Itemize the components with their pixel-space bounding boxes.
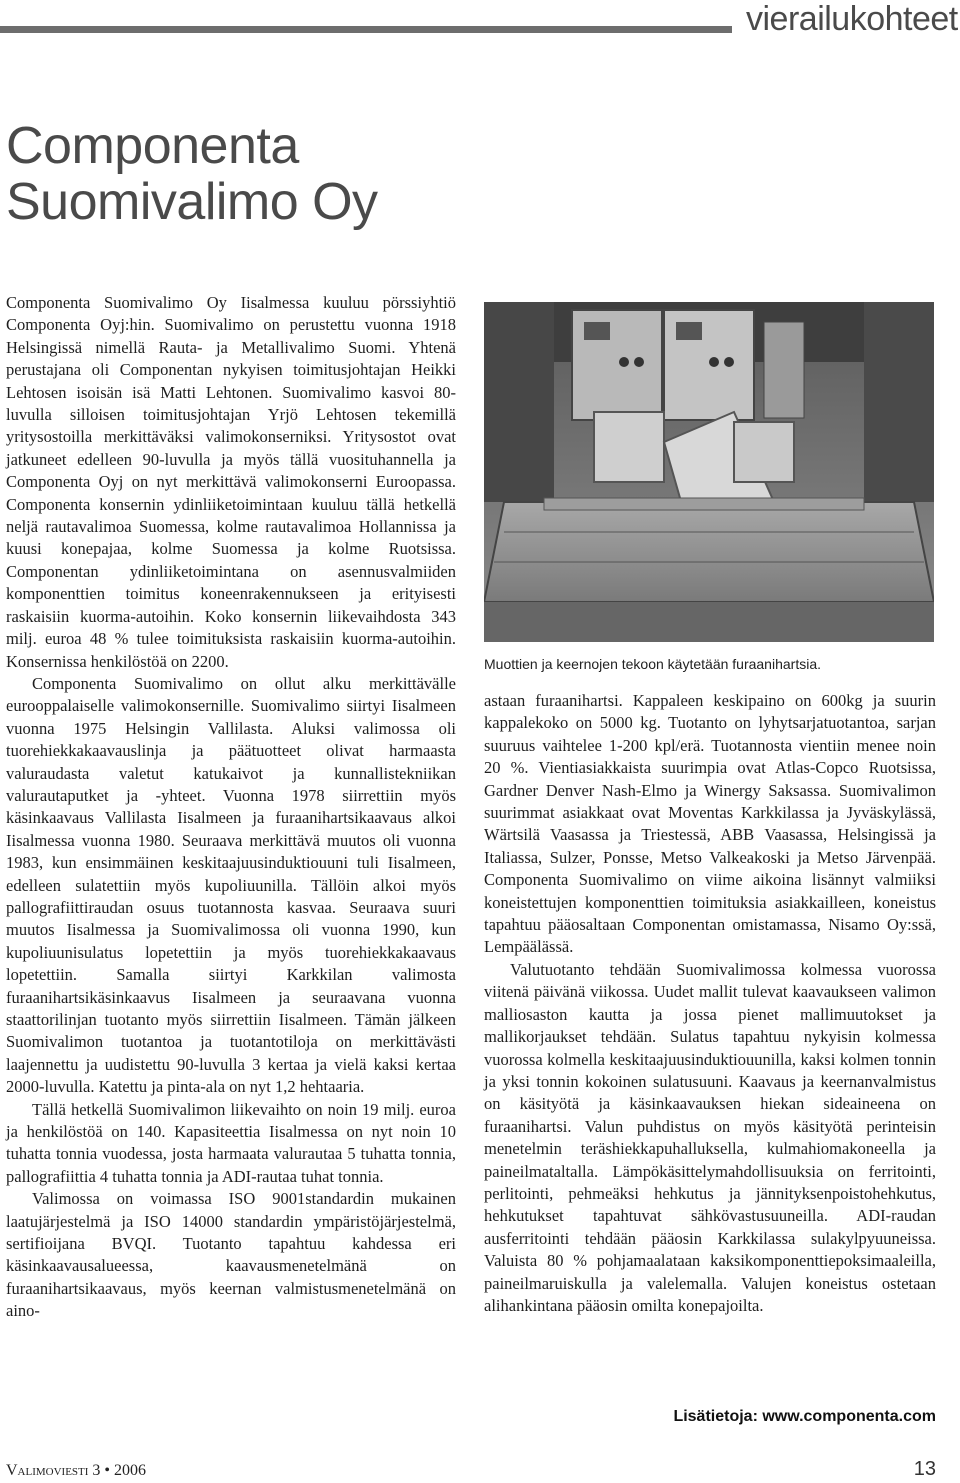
paragraph: Valimossa on voimassa ISO 9001standardin mukainen laatujärjestelmä ja ISO 14000 standardin ympäristöjärjestelmä, sertifioijana BVQI. Tuotanto tapahtuu kahdessa eri käsinkaavausalueessa, kaavausmenetelmänä on furaanihartsikaavaus, myös keernan valmistusmenetelmänä on aino-	[6, 1189, 456, 1321]
photo-caption: Muottien ja keernojen tekoon käytetään furaanihartsia.	[484, 656, 821, 672]
paragraph: Componenta Suomivalimo on ollut alku merkittävälle eurooppalaiselle valimokonsernille. Suomivalimo siirtyi Iisalmeen vuonna 1975 Helsingin Vallilasta. Aluksi valimossa oli tuorehiekkakaavauslinja ja päätuotteet olivat harmaasta valuraudasta valetut katukaivot ja kunnallistekniikan valurautaputket ja -yhteet. Vuonna 1978 siirrettiin myös käsinkaavaus Vallilasta Iisalmeen ja furaanihartsikaavaus alkoi Iisalmessa vuonna 1980. Seuraava merkittävä muutos oli vuonna 1983, kun ensimmäinen keskitaajuusinduktiouuni tuli Iisalmeen, edelleen sulatettiin myös kupoliuunilla. Tällöin alkoi myös pallografiittiraudan osuus tuotannosta kasvaa. Seuraava suuri muutos Iisalmessa ja Suomivalimossa oli vuonna 1990, kun kupoliuunisulatus lopetettiin ja myös tuorehiekkakaavaus lopetettiin. Samalla siirtyi Karkkilan valimosta furaanihartsikäsinkaavus Iisalmeen ja seuraavana vuonna staattorilinjan tuotanto myös siirrettiin Iisalmeen. Tämän jälkeen Suomivalimon tuotantoa ja tuotantotiloja on merkittävästi laajennettu ja uudistettu 90-luvulla 3 kertaa ja vielä kaksi kertaa 2000-luvulla. Katettu ja pinta-ala on nyt 1,2 hehtaaria.	[6, 673, 456, 1097]
header-rule	[0, 26, 732, 33]
title-line-1: Componenta	[6, 117, 299, 175]
right-column	[484, 690, 936, 1317]
page-number: 13	[913, 1458, 936, 1480]
paragraph: Valutuotanto tehdään Suomivalimossa kolmessa vuorossa viitenä päivänä viikossa. Uudet mallit tulevat kaavaukseen valimon malliosaston kautta ja jossa pienet mallimuutokset ja mallikorjaukset tehdään. Sulatus tapahtuu nykyisin kolmessa vuorossa kolmella keskitaajuusinduktiouunilla, kaksi kolmen tonnin ja yksi tonnin kokoinen sulatusuuni. Kaavaus ja keernanvalmistus on käsityötä ja käsinkaavauksen hiekan sideaineena on furaanihartsi. Valun puhdistus on myös käsityötä perinteisin menetelmin teräshiekkapuhalluksella, kulmahiomakoneella ja paineilmataltalla. Lämpökäsittelymahdollisuuksia on ferritointi, perlitointi, pehmeäksi hehkutus ja jännityksenpoistohehkutus, hehkutukset tapahtuvat sähkövastusuuneilla. ADI-raudan ausferritointi tehdään pääosin Karkkilassa sulakylpyuuneissa. Valuista 80 % pohjamaalataan kaksikomponenttiepoksimaaleilla, paineilmaruiskulla ja valelemalla. Valujen koneistus ostetaan alihankintana pääosin omilta konepajoilta.	[484, 959, 936, 1315]
paragraph: Tällä hetkellä Suomivalimon liikevaihto on noin 19 milj. euroa ja henkilöstöä on 140. Kapasiteettia Iisalmessa on nyt noin 10 tuhatta tonnia vuodessa, josta harmaata valurautaa 5 tuhatta tonnia, pallografiittia 4 tuhatta tonnia ja ADI-rautaa tuhat tonnia.	[6, 1099, 456, 1186]
left-column	[6, 292, 456, 1323]
publication-info: Valimoviesti 3 • 2006	[6, 1462, 147, 1479]
article-title	[6, 118, 606, 230]
paragraph: astaan furaanihartsi. Kappaleen keskipaino on 600kg ja suurin kappalekoko on 5000 kg. Tuotanto on lyhytsarjatuotantoa, sarjan suuruus vaihtelee 1-200 kpl/erä. Tuotannosta vientiin menee noin 20 %. Vientiasiakkaista suurimpia ovat Atlas-Copco Ruotsissa, Gardner Denver Nash-Elmo ja Winergy Saksassa. Suomivalimon suurimmat asiakkaat ovat Moventas Karkkilassa ja Jyväskylässä, Wärtsilä Vaasassa ja Triestessä, ABB Vaasassa, Helsingissä ja Italiassa, Sulzer, Ponsse, Metso Valkeakoski ja Metso Järvenpää. Componenta Suomivalimo on viime aikoina lisännyt valmiiksi koneistettujen komponenttien toimituksia asiakkailleen, koneistus tapahtuu pääosaltaan Componentan omistamassa, Nisamo Oy:ssä, Lempäälässä.	[484, 691, 936, 957]
foundry-photo	[484, 302, 934, 642]
section-tag: vierailukohteet	[746, 0, 958, 38]
paragraph: Componenta Suomivalimo Oy Iisalmessa kuuluu pörssiyhtiö Componenta Oyj:hin. Suomivalimo on perustettu vuonna 1918 Helsingissä nimellä Rauta- ja Metallivalimo Suomi. Yhtenä perustajana oli Componentan nykyisen toimitusjohtajan Heikki Lehtosen isoisän isä Matti Lehtonen. Suomivalimo kasvoi 80-luvulla silloisen toimitusjohtajan Yrjö Lehtosen tekemillä yritysostoilla merkittäväksi valimokonserniksi. Yritysostot ovat jatkuneet edelleen 90-luvulla ja myös tällä vuosituhannella ja Componenta Oyj on nyt merkittävä valimokonserni Euroopassa. Componenta konsernin ydinliiketoimintaan kuuluu tällä hetkellä neljä rautavalimoa Suomessa, kolme rautavalimoa Hollannissa ja kuusi konepajaa, kolme Suomessa ja kolme Ruotsissa. Componentan ydinliiketoimintana on asennusvalmiiden komponenttien toimitus koneenrakennukseen ja erityisesti raskaisiin kuorma-autoihin. Koko konsernin liikevaihdosta 343 milj. euroa 48 % tulee toimituksista raskaisiin kuorma-autoihin. Konsernissa henkilöstöä on 2200.	[6, 293, 456, 671]
more-info-link[interactable]: Lisätietoja: www.componenta.com	[673, 1408, 936, 1425]
title-line-2: Suomivalimo Oy	[6, 173, 378, 231]
foundry-photo-illustration	[484, 302, 934, 642]
